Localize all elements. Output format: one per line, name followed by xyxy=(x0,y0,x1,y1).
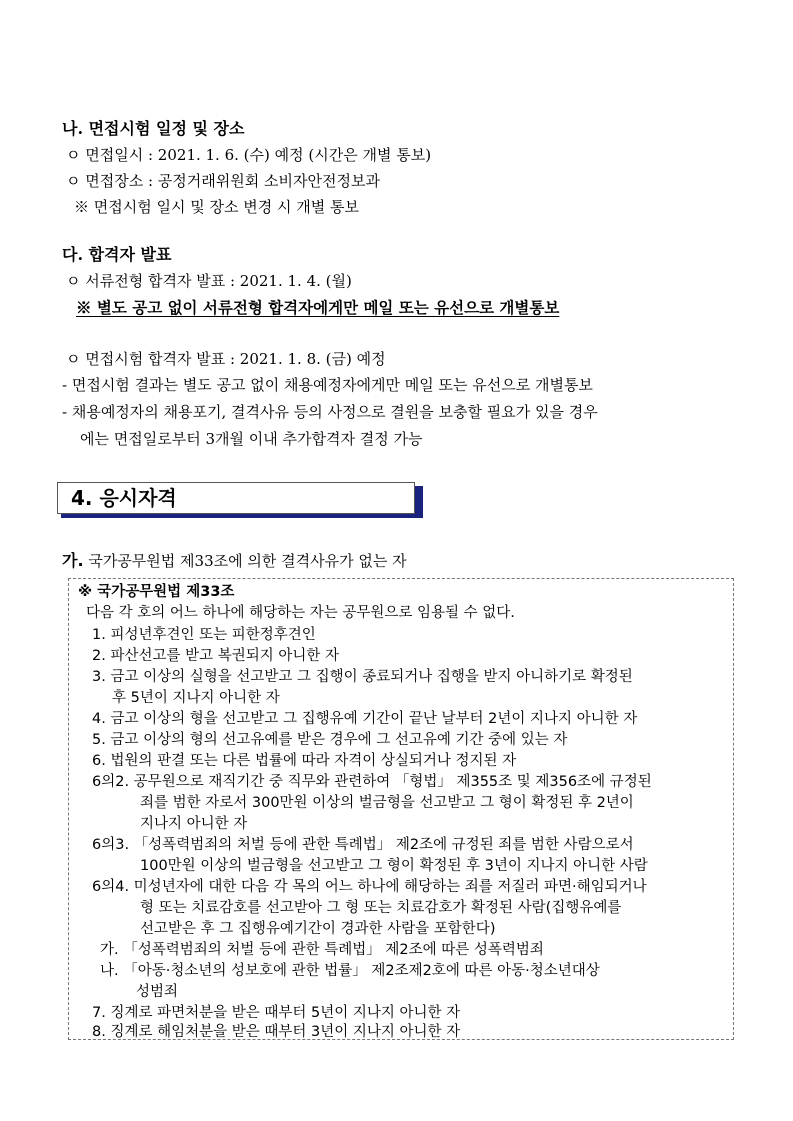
law-line: 다음 각 호의 어느 하나에 해당하는 자는 공무원으로 임용될 수 없다. xyxy=(86,605,515,621)
document-result-item: ㅇ 서류전형 합격자 발표 : 2021. 1. 4. (월) xyxy=(66,272,352,290)
law-line: 1. 피성년후견인 또는 피한정후견인 xyxy=(92,627,316,643)
law-line: 6. 법원의 판결 또는 다른 법률에 따라 자격이 상실되거나 정지된 자 xyxy=(92,753,517,769)
law-line: 7. 징계로 파면처분을 받은 때부터 5년이 지나지 아니한 자 xyxy=(92,1005,461,1021)
section-na-heading: 나. 면접시험 일정 및 장소 xyxy=(62,119,245,138)
result-bullet-1: - 면접시험 결과는 별도 공고 없이 채용예정자에게만 메일 또는 유선으로 개별통보 xyxy=(62,376,593,394)
law-line: 성범죄 xyxy=(136,984,179,1000)
interview-place-item: ㅇ 면접장소 : 공정거래위원회 소비자안전정보과 xyxy=(66,172,380,190)
law-line: 죄를 범한 자로서 300만원 이상의 벌금형을 선고받고 그 형이 확정된 후 2년이 xyxy=(140,795,634,811)
section4-title: 4. 응시자격 xyxy=(71,486,177,510)
law-line: 3. 금고 이상의 실형을 선고받고 그 집행이 종료되거나 집행을 받지 아니하기로 확정된 xyxy=(92,669,633,685)
law-line: 2. 파산선고를 받고 복권되지 아니한 자 xyxy=(92,648,339,664)
interview-change-note: ※ 면접시험 일시 및 장소 변경 시 개별 통보 xyxy=(74,198,359,216)
law-line: 6의2. 공무원으로 재직기간 중 직무와 관련하여 「형법」 제355조 및 제356조에 규정된 xyxy=(92,774,652,790)
law-line: 4. 금고 이상의 형을 선고받고 그 집행유예 기간이 끝난 날부터 2년이 지나지 아니한 자 xyxy=(92,711,638,727)
law-line: 6의4. 미성년자에 대한 다음 각 목의 어느 하나에 해당하는 죄를 저질러 파면·해임되거나 xyxy=(92,879,647,895)
header-shadow-bottom xyxy=(61,514,423,518)
individual-notice: ※ 별도 공고 없이 서류전형 합격자에게만 메일 또는 유선으로 개별통보 xyxy=(76,298,560,317)
qualification-ga xyxy=(62,551,407,571)
result-bullet-2-cont: 에는 면접일로부터 3개월 이내 추가합격자 결정 가능 xyxy=(80,430,423,448)
law-box-title: ※ 국가공무원법 제33조 xyxy=(78,584,235,600)
law-line: 형 또는 치료감호를 선고받아 그 형 또는 치료감호가 확정된 사람(집행유예를 xyxy=(140,900,622,916)
law-line: 5. 금고 이상의 형의 선고유예를 받은 경우에 그 선고유예 기간 중에 있는 자 xyxy=(92,732,568,748)
law-line: 지나지 아니한 자 xyxy=(140,816,248,832)
law-line: 선고받은 후 그 집행유예기간이 경과한 사람을 포함한다) xyxy=(140,921,496,937)
ga-prefix: 가. xyxy=(62,551,84,570)
law-line: 100만원 이상의 벌금형을 선고받고 그 형이 확정된 후 3년이 지나지 아니한 사람 xyxy=(140,858,648,874)
law-line: 8. 징계로 해임처분을 받은 때부터 3년이 지나지 아니한 자 xyxy=(92,1024,461,1040)
interview-date-item: ㅇ 면접일시 : 2021. 1. 6. (수) 예정 (시간은 개별 통보) xyxy=(66,146,432,164)
result-bullet-2: - 채용예정자의 채용포기, 결격사유 등의 사정으로 결원을 보충할 필요가 있을 경우 xyxy=(62,403,598,421)
ga-text: 국가공무원법 제33조에 의한 결격사유가 없는 자 xyxy=(88,552,407,570)
law-line: 후 5년이 지나지 아니한 자 xyxy=(112,690,280,706)
law-line: 가. 「성폭력범죄의 처벌 등에 관한 특례법」 제2조에 따른 성폭력범죄 xyxy=(100,942,544,958)
law-line: 나. 「아동·청소년의 성보호에 관한 법률」 제2조제2호에 따른 아동·청소년대상 xyxy=(100,963,600,979)
law-line: 6의3. 「성폭력범죄의 처벌 등에 관한 특례법」 제2조에 규정된 죄를 범한 사람으로서 xyxy=(92,837,634,853)
interview-result-item: ㅇ 면접시험 합격자 발표 : 2021. 1. 8. (금) 예정 xyxy=(66,350,386,368)
section-da-heading: 다. 합격자 발표 xyxy=(62,245,172,264)
